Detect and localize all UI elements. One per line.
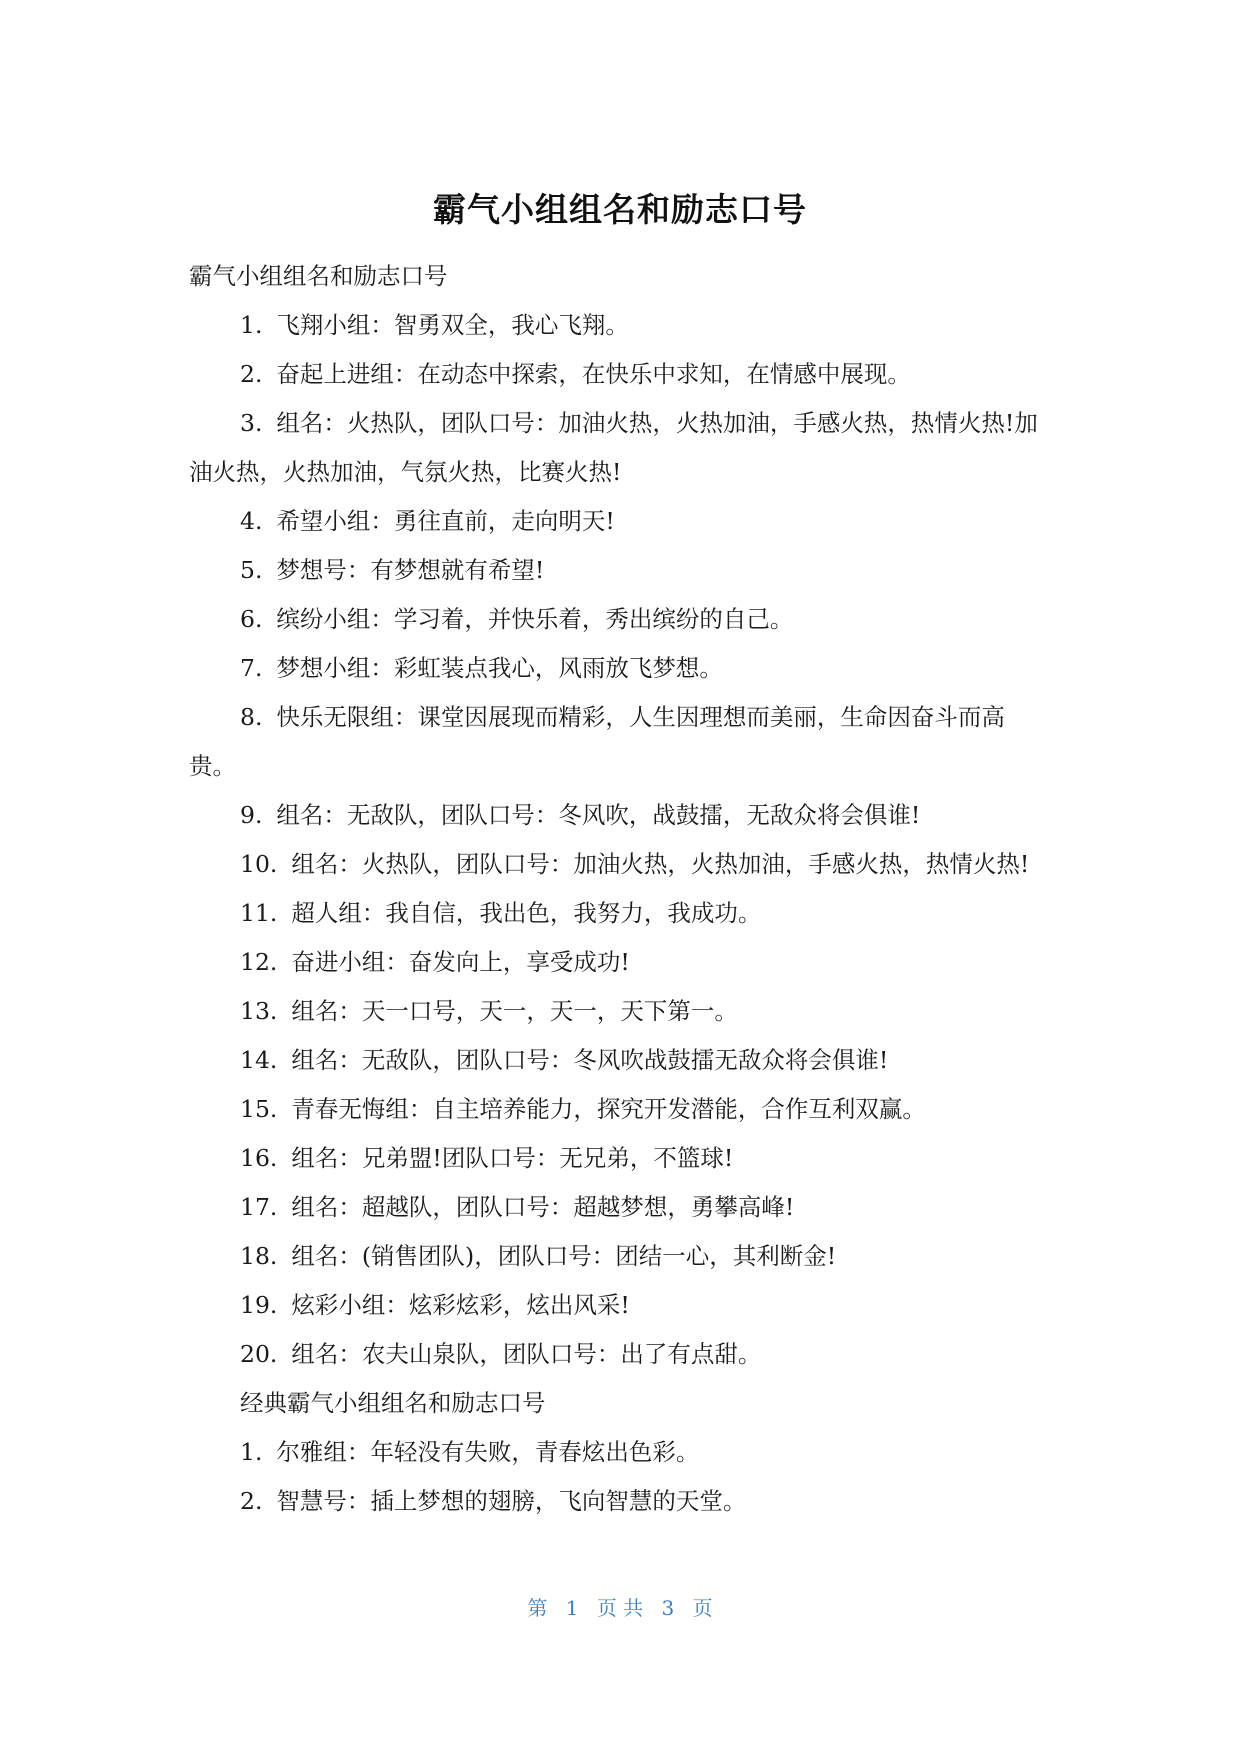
list-item-text: 希望小组：勇往直前，走向明天! [276, 507, 615, 535]
list-item [189, 938, 1051, 987]
list-item-text: 尔雅组：年轻没有失败，青春炫出色彩。 [276, 1438, 700, 1466]
list-item-number: 15. [240, 1095, 278, 1123]
list-item [189, 791, 1051, 840]
list-item [189, 644, 1051, 693]
list-item-text: 组名：兄弟盟!团队口号：无兄弟，不篮球! [291, 1144, 734, 1172]
list-item-text: 梦想小组：彩虹装点我心，风雨放飞梦想。 [276, 654, 723, 682]
list-item-text: 缤纷小组：学习着，并快乐着，秀出缤纷的自己。 [276, 605, 794, 633]
list-item-text: 飞翔小组：智勇双全，我心飞翔。 [276, 311, 629, 339]
document-body [189, 252, 1051, 1526]
list-item [189, 1085, 1051, 1134]
list-item-text: 炫彩小组：炫彩炫彩，炫出风采! [291, 1291, 630, 1319]
classic-slogan-list [189, 1428, 1051, 1526]
list-item-number: 3. [240, 409, 263, 437]
list-item-number: 1. [240, 1438, 263, 1466]
list-item-text: 组名：超越队，团队口号：超越梦想，勇攀高峰! [291, 1193, 795, 1221]
list-item-text: 青春无悔组：自主培养能力，探究开发潜能，合作互利双赢。 [291, 1095, 926, 1123]
list-item-text: 组名：无敌队，团队口号：冬风吹，战鼓擂，无敌众将会俱谁! [276, 801, 921, 829]
list-item-number: 14. [240, 1046, 278, 1074]
list-item-number: 5. [240, 556, 263, 584]
footer-suffix: 页 [692, 1596, 713, 1620]
footer-middle: 页 共 [596, 1596, 644, 1620]
footer-prefix: 第 [527, 1596, 548, 1620]
list-item-number: 1. [240, 311, 263, 339]
list-item-number: 7. [240, 654, 263, 682]
list-item-text: 超人组：我自信，我出色，我努力，我成功。 [291, 899, 762, 927]
list-item [189, 1477, 1051, 1526]
list-item [189, 693, 1051, 791]
list-item-text: 奋起上进组：在动态中探索，在快乐中求知，在情感中展现。 [276, 360, 911, 388]
list-item [189, 546, 1051, 595]
list-item-number: 2. [240, 360, 263, 388]
list-item [189, 987, 1051, 1036]
list-item-text: 梦想号：有梦想就有希望! [276, 556, 545, 584]
list-item-number: 12. [240, 948, 278, 976]
footer-total-pages: 3 [661, 1596, 675, 1620]
list-item [189, 497, 1051, 546]
list-item-number: 10. [240, 850, 278, 878]
list-item-text: 奋进小组：奋发向上，享受成功! [291, 948, 630, 976]
list-item-text: 组名：天一口号，天一，天一，天下第一。 [291, 997, 738, 1025]
list-item [189, 889, 1051, 938]
list-item-number: 16. [240, 1144, 278, 1172]
list-item [189, 1232, 1051, 1281]
list-item-number: 20. [240, 1340, 278, 1368]
section-heading: 经典霸气小组组名和励志口号 [240, 1389, 546, 1417]
list-item-text: 组名：农夫山泉队，团队口号：出了有点甜。 [291, 1340, 762, 1368]
list-item-text: 组名：无敌队，团队口号：冬风吹战鼓擂无敌众将会俱谁! [291, 1046, 889, 1074]
list-item-number: 18. [240, 1242, 278, 1270]
list-item-text: 组名：火热队，团队口号：加油火热，火热加油，手感火热，热情火热!加油火热，火热加油，气氛火热，比赛火热! [189, 409, 1038, 486]
list-item-text: 智慧号：插上梦想的翅膀，飞向智慧的天堂。 [276, 1487, 747, 1515]
list-item-number: 9. [240, 801, 263, 829]
list-item-text: 组名：(销售团队)，团队口号：团结一心，其利断金! [291, 1242, 837, 1270]
list-item-text: 快乐无限组：课堂因展现而精彩，人生因理想而美丽，生命因奋斗而高贵。 [189, 703, 1005, 780]
list-item [189, 1281, 1051, 1330]
list-item-number: 6. [240, 605, 263, 633]
list-item-number: 8. [240, 703, 263, 731]
page-footer [0, 1592, 1240, 1621]
list-item-number: 13. [240, 997, 278, 1025]
list-item [189, 1134, 1051, 1183]
list-item [189, 1330, 1051, 1379]
list-item [189, 301, 1051, 350]
list-item-number: 11. [240, 899, 278, 927]
list-item [189, 1183, 1051, 1232]
list-item-number: 19. [240, 1291, 278, 1319]
slogan-list [189, 301, 1051, 1379]
list-item [189, 350, 1051, 399]
list-item-text: 组名：火热队，团队口号：加油火热，火热加油，手感火热，热情火热! [291, 850, 1030, 878]
list-item [189, 840, 1051, 889]
list-item-number: 17. [240, 1193, 278, 1221]
list-item [189, 1428, 1051, 1477]
document-title: 霸气小组组名和励志口号 [433, 190, 807, 229]
list-item [189, 399, 1051, 497]
list-item-number: 2. [240, 1487, 263, 1515]
footer-current-page: 1 [565, 1596, 579, 1620]
list-item-number: 4. [240, 507, 263, 535]
list-item [189, 1036, 1051, 1085]
intro-line: 霸气小组组名和励志口号 [189, 262, 448, 290]
list-item [189, 595, 1051, 644]
